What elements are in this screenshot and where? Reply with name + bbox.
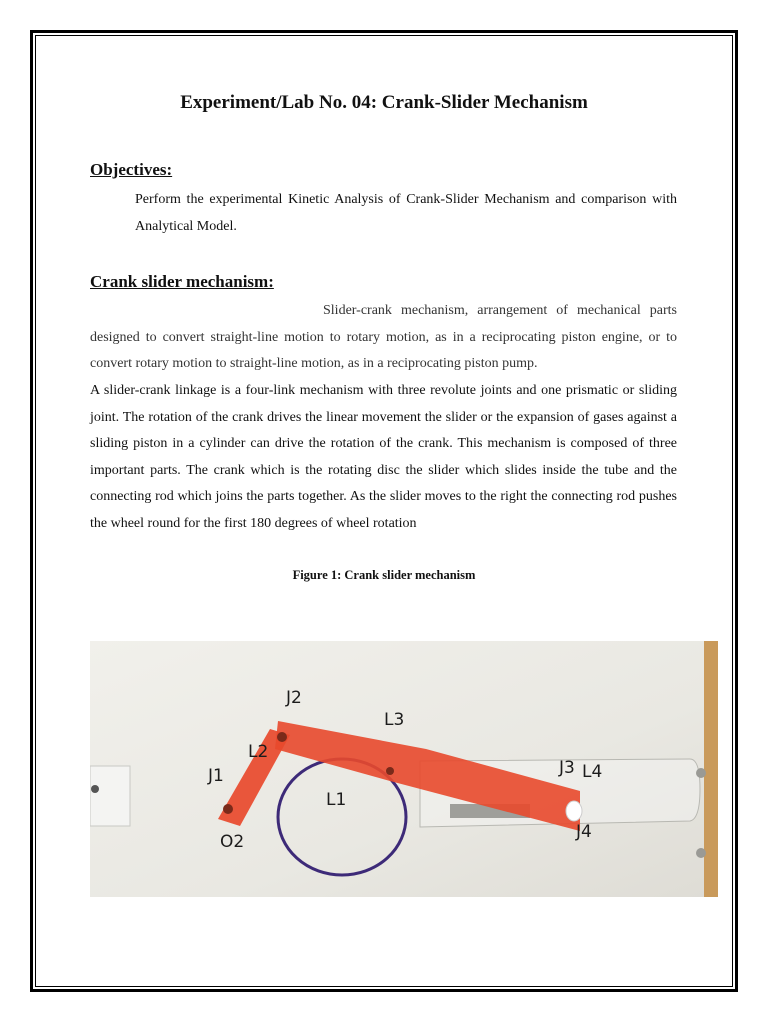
label-j4: J4 [576,822,592,842]
label-l1: L1 [326,790,347,810]
mechanism-photo [90,641,718,897]
section-heading: Crank slider mechanism: [90,272,274,291]
slider-joint [566,801,582,821]
label-l2: L2 [248,742,269,762]
objectives-paragraph: Perform the experimental Kinetic Analysis of Crank-Slider Mechanism and comparison with Analytical Model. [135,192,677,234]
mechanism-photo-drawing [90,641,718,897]
label-j2: J2 [286,688,302,708]
page-title: Experiment/Lab No. 04: Crank-Slider Mechanism [180,92,588,113]
joint-j2-pin [277,732,287,742]
label-l3: L3 [384,710,405,730]
figure-caption: Figure 1: Crank slider mechanism [292,568,476,582]
bracket-bolt-icon [91,785,99,793]
left-bracket [90,766,130,826]
label-l4: L4 [582,762,603,782]
joint-o2-pin [223,804,233,814]
right-bolt-top-icon [696,768,706,778]
label-o2: O2 [220,832,245,852]
joint-l3-pin [386,767,394,775]
wood-edge [704,641,718,897]
intro-paragraph: Slider-crank mechanism, arrangement of mechanical parts designed to convert straight-line motion to rotary motion, as in a reciprocating piston engine, or to convert rotary motion to straight-line motion, as in a reciprocating piston pump. [90,303,677,371]
objectives-heading: Objectives: [90,160,173,179]
right-bolt-bottom-icon [696,848,706,858]
label-j1: J1 [208,766,224,786]
body-paragraph: A slider-crank linkage is a four-link mechanism with three revolute joints and one prismatic or sliding joint. The rotation of the crank drives the linear movement the slider or the expansion of gases against a sliding piston in a cylinder can drive the rotation of the crank. This mechanism is composed of three important parts. The crank which is the rotating disc the slider which slides inside the tube and the connecting rod which joins the parts together. As the slider moves to the right the connecting rod pushes the wheel round for the first 180 degrees of wheel rotation [90,383,677,531]
label-j3: J3 [559,758,575,778]
